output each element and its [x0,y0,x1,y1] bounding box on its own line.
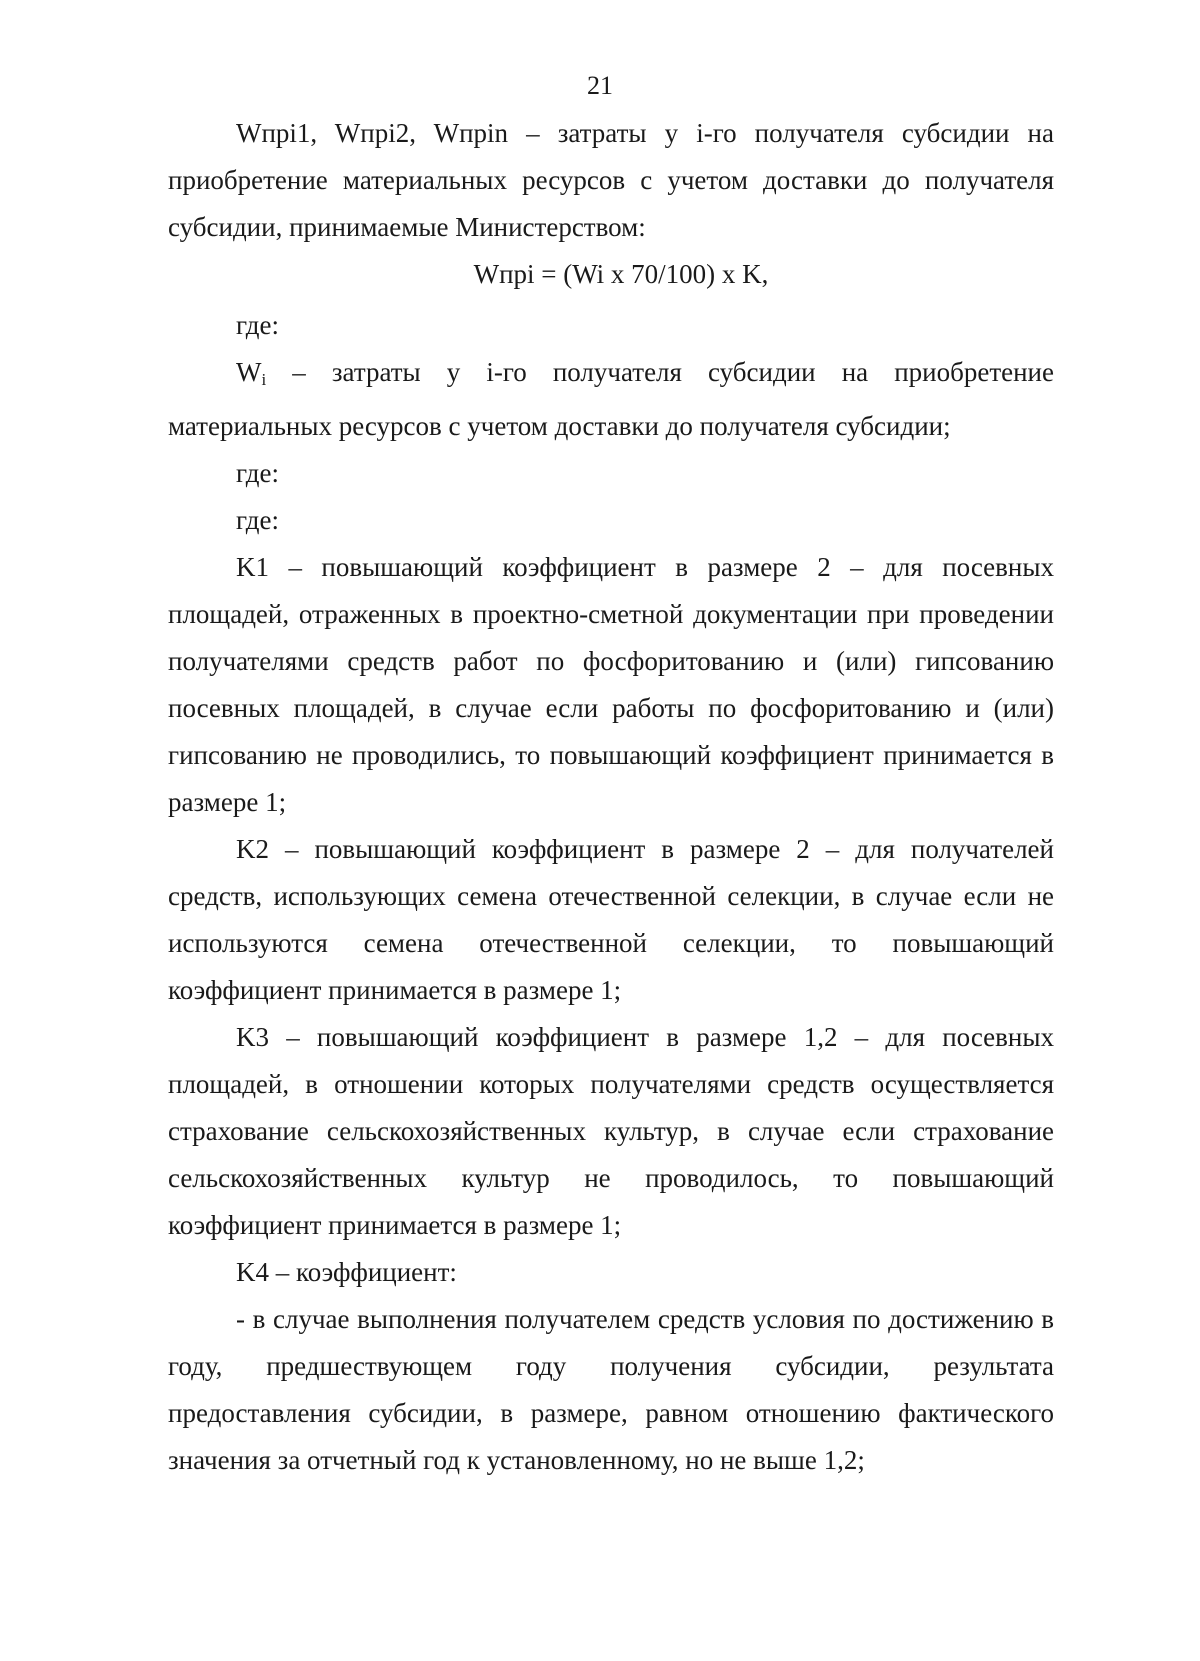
paragraph-where: где: [236,310,279,340]
wi-text: – затраты у i-го получателя субсидии на приобретение материальных ресурсов с учетом доставки до получателя субсидии; [168,357,1054,441]
paragraph-k1: K1 – повышающий коэффициент в размере 2 – для посевных площадей, отраженных в проектно-сметной документации при проведении получателями средств работ по фосфоритованию и (или) гипсованию посевных площадей, в случае если работы по фосфоритованию и (или) гипсованию не проводились, то повышающий коэффициент принимается в размере 1; [168,552,1054,817]
wi-subscript: i [261,370,267,389]
document-body [168,110,1054,1484]
wi-symbol: W [236,357,262,387]
paragraph-k3: K3 – повышающий коэффициент в размере 1,2 – для посевных площадей, в отношении которых получателями средств осуществляется страхование сельскохозяйственных культур, в случае если страхование сельскохозяйственных культур не проводилось, то повышающий коэффициент принимается в размере 1; [168,1022,1054,1240]
paragraph-k4: K4 – коэффициент: [236,1257,457,1287]
page-number: 21 [587,71,613,100]
paragraph-wpri-definition: Wпрi1, Wпрi2, Wпрin – затраты у i-го получателя субсидии на приобретение материальных ресурсов с учетом доставки до получателя субсидии, принимаемые Министерством: [168,118,1054,242]
paragraph-wi-definition [168,349,1054,450]
formula-wpri: Wпрi = (Wi x 70/100) x K, [473,259,769,289]
paragraph-where: где: [236,505,279,535]
paragraph-where: где: [236,458,279,488]
paragraph-k4-item: - в случае выполнения получателем средств условия по достижению в году, предшествующем году получения субсидии, результата предоставления субсидии, в размере, равном отношению фактического значения за отчетный год к установленному, но не выше 1,2; [168,1304,1054,1475]
paragraph-k2: K2 – повышающий коэффициент в размере 2 – для получателей средств, использующих семена отечественной селекции, в случае если не используются семена отечественной селекции, то повышающий коэффициент принимается в размере 1; [168,834,1054,1005]
